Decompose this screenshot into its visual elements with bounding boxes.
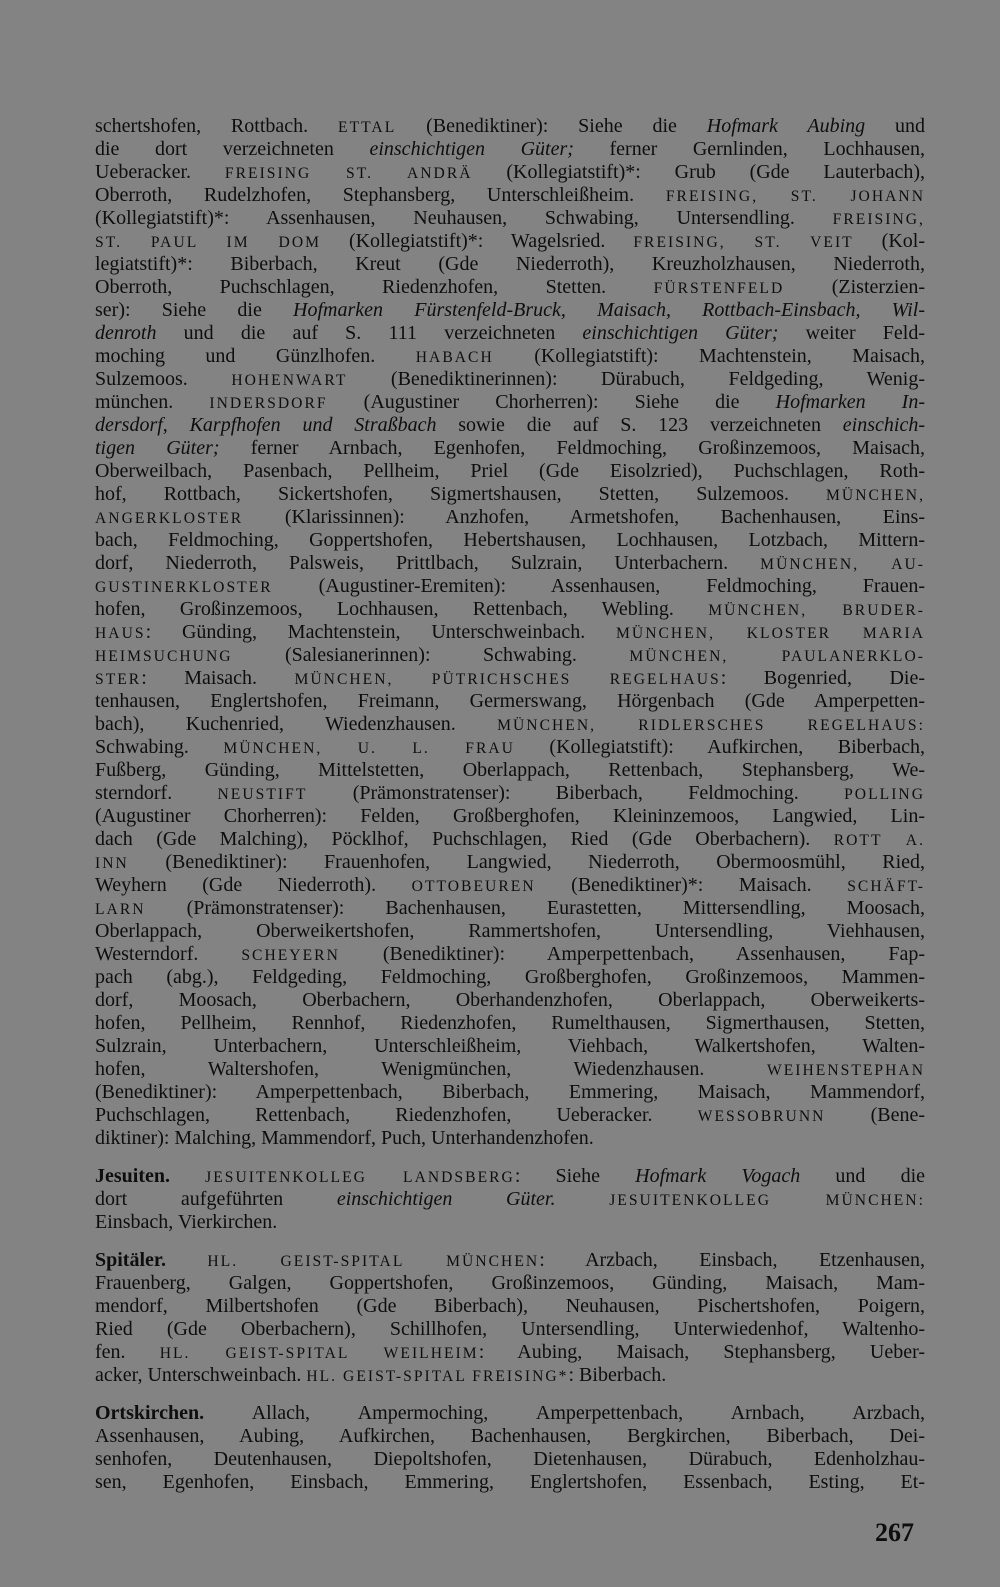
small-caps-name: GUSTINERKLOSTER (95, 579, 273, 596)
text-run: Schwabing. (95, 736, 224, 758)
text-run: : Bogenried, Die- (720, 667, 926, 689)
italic-text: tigen Güter; (95, 437, 220, 459)
small-caps-name: MÜNCHEN, KLOSTER MARIA (616, 625, 925, 642)
small-caps-name: LARN (95, 901, 146, 918)
text-run: diktiner): Malching, Mammendorf, Puch, Unterhandenzhofen. (95, 1127, 594, 1149)
text-run: (Kollegiatstift): Machtenstein, Maisach, (493, 345, 925, 367)
text-line (95, 1364, 925, 1387)
italic-text: Hofmarken Fürstenfeld-Bruck, Maisach, Rottbach-Einsbach, Wil- (293, 299, 926, 321)
text-run: hofen, Großinzemoos, Lochhausen, Rettenbach, Webling. (95, 598, 709, 620)
small-caps-name: JESUITENKOLLEG MÜNCHEN: (609, 1192, 926, 1209)
section-heading: Spitäler. (95, 1249, 166, 1271)
text-run: Sulzrain, Unterbachern, Unterschleißheim, Viehbach, Walkertshofen, Walten- (95, 1035, 925, 1057)
text-run: legiatstift)*: Biberbach, Kreut (Gde Niederroth), Kreuzholzhausen, Niederroth, (95, 253, 925, 275)
text-run: Assenhausen, Aubing, Aufkirchen, Bachenhausen, Bergkirchen, Biberbach, Dei- (95, 1425, 925, 1447)
text-run: ser): Siehe die (95, 299, 294, 321)
text-run: (Kollegiatstift)*: Wagelsried. (321, 230, 634, 252)
text-run: hofen, Pellheim, Rennhof, Riedenzhofen, Rumelthausen, Sigmerthausen, Stetten, (95, 1012, 925, 1034)
text-line (95, 943, 925, 966)
text-line (95, 897, 925, 920)
text-run: schertshofen, Rottbach. (95, 115, 339, 137)
small-caps-name: FREISING, (832, 211, 925, 228)
text-run: Frauenberg, Galgen, Goppertshofen, Großinzemoos, Günding, Maisach, Mam- (95, 1272, 925, 1294)
text-line (95, 1012, 925, 1035)
italic-text: einschich- (842, 414, 925, 436)
text-line (95, 1318, 925, 1341)
text-run: Ried (Gde Oberbachern), Schillhofen, Untersendling, Unterwiedenhof, Waltenho- (95, 1318, 925, 1340)
small-caps-name: FREISING, ST. JOHANN (665, 188, 925, 205)
text-line (95, 1058, 925, 1081)
text-line (95, 253, 925, 276)
text-run: Oberlappach, Oberweikertshofen, Rammertshofen, Untersendling, Viehhausen, (95, 920, 925, 942)
text-run: (Zisterzien- (784, 276, 926, 298)
text-line (95, 529, 925, 552)
text-run: bach), Kuchenried, Wiedenzhausen. (95, 713, 498, 735)
text-run: (Kollegiatstift): Aufkirchen, Biberbach, (514, 736, 925, 758)
small-caps-name: MÜNCHEN, AU- (760, 556, 925, 573)
italic-text: Hofmark Aubing (706, 115, 866, 137)
small-caps-name: HL. GEIST-SPITAL FREISING* (306, 1368, 569, 1385)
text-run: mendorf, Milbertshofen (Gde Biberbach), Neuhausen, Pischertshofen, Poigern, (95, 1295, 925, 1317)
small-caps-name: STER (95, 671, 142, 688)
text-run: moching und Günzlhofen. (95, 345, 416, 367)
paragraph (95, 1165, 925, 1234)
text-run: (Benediktiner): Amperpettenbach, Assenhausen, Fap- (339, 943, 925, 965)
text-run: dach (Gde Malching), Pöcklhof, Puchschlagen, Ried (Gde Oberbachern). (95, 828, 834, 850)
text-run: acker, Unterschweinbach. (95, 1364, 307, 1386)
small-caps-name: MÜNCHEN, RIDLERSCHES REGELHAUS: (497, 717, 925, 734)
italic-text: dersdorf, Karpfhofen und Straßbach (95, 414, 437, 436)
text-line (95, 391, 925, 414)
text-run: tenhausen, Englertshofen, Freimann, Germerswang, Hörgenbach (Gde Amperpetten- (95, 690, 925, 712)
small-caps-name: SCHÄFT- (847, 878, 925, 895)
section-heading: Jesuiten. (95, 1165, 170, 1187)
text-run: (Prämonstratenser): Biberbach, Feldmoching. (307, 782, 845, 804)
text-line (95, 782, 925, 805)
text-run: (Kol- (853, 230, 925, 252)
small-caps-name: HAUS (95, 625, 146, 642)
small-caps-name: HOHENWART (231, 372, 348, 389)
small-caps-name: INN (95, 855, 129, 872)
small-caps-name: ETTAL (338, 119, 397, 136)
page-number: 267 (875, 1518, 914, 1547)
text-run: dorf, Moosach, Oberbachern, Oberhandenzhofen, Oberlappach, Oberweikerts- (95, 989, 925, 1011)
text-run: (Benediktiner): Frauenhofen, Langwied, Niederroth, Obermoosmühl, Ried, (128, 851, 925, 873)
text-line (95, 1035, 925, 1058)
text-run: : Arzbach, Einsbach, Etzenhausen, (539, 1249, 926, 1271)
text-line (95, 184, 925, 207)
text-line (95, 1341, 925, 1364)
small-caps-name: HABACH (415, 349, 494, 366)
text-run: und die auf S. 111 verzeichneten (156, 322, 583, 344)
text-line (95, 1081, 925, 1104)
text-run: Fußberg, Günding, Mittelstetten, Oberlappach, Rettenbach, Stephansberg, We- (95, 759, 925, 781)
text-line (95, 1402, 925, 1425)
small-caps-name: OTTOBEUREN (411, 878, 536, 895)
text-run: Puchschlagen, Rettenbach, Riedenzhofen, Ueberacker. (95, 1104, 698, 1126)
text-line (95, 851, 925, 874)
small-caps-name: ST. PAUL IM DOM (95, 234, 322, 251)
small-caps-name: MÜNCHEN, PÜTRICHSCHES REGELHAUS (294, 671, 721, 688)
text-line (95, 161, 925, 184)
text-line (95, 1295, 925, 1318)
text-run: : Maisach. (141, 667, 295, 689)
text-run: münchen. (95, 391, 210, 413)
small-caps-name: NEUSTIFT (217, 786, 308, 803)
text-run: und die (800, 1165, 926, 1187)
text-line (95, 1272, 925, 1295)
text-run: dorf, Niederroth, Palsweis, Prittlbach, Sulzrain, Unterbachern. (95, 552, 761, 574)
text-run: (Salesianerinnen): Schwabing. (232, 644, 630, 666)
text-run: bach, Feldmoching, Goppertshofen, Hebertshausen, Lochhausen, Lotzbach, Mittern- (95, 529, 925, 551)
section-heading: Ortskirchen. (95, 1402, 205, 1424)
text-line (95, 690, 925, 713)
small-caps-name: HL. GEIST-SPITAL WEILHEIM (159, 1345, 479, 1362)
text-run (170, 1165, 205, 1187)
text-run: : Aubing, Maisach, Stephansberg, Ueber- (478, 1341, 926, 1363)
text-line (95, 460, 925, 483)
text-line (95, 345, 925, 368)
text-line (95, 299, 925, 322)
small-caps-name: WESSOBRUNN (697, 1108, 826, 1125)
text-line (95, 598, 925, 621)
small-caps-name: MÜNCHEN, U. L. FRAU (223, 740, 515, 757)
text-run: sowie die auf S. 123 verzeichneten (436, 414, 843, 436)
text-run: : Biberbach. (568, 1364, 667, 1386)
text-run: : Siehe (514, 1165, 636, 1187)
text-line (95, 874, 925, 897)
text-run: die dort verzeichneten (95, 138, 370, 160)
text-run: dort aufgeführten (95, 1188, 337, 1210)
italic-text: einschichtigen Güter. (336, 1188, 556, 1210)
text-run: hof, Rottbach, Sickertshofen, Sigmertshausen, Stetten, Sulzemoos. (95, 483, 827, 505)
text-run: Weyhern (Gde Niederroth). (95, 874, 412, 896)
small-caps-name: SCHEYERN (241, 947, 340, 964)
text-run: (Benediktiner)*: Maisach. (535, 874, 848, 896)
text-run: ferner Gernlinden, Lochhausen, (573, 138, 926, 160)
text-run (166, 1249, 207, 1271)
small-caps-name: ROTT A. (833, 832, 925, 849)
text-run: (Benediktiner): Amperpettenbach, Biberbach, Emmering, Maisach, Mammendorf, (95, 1081, 925, 1103)
text-line (95, 1127, 925, 1150)
text-line (95, 644, 925, 667)
text-line (95, 828, 925, 851)
text-run: Ueberacker. (95, 161, 225, 183)
text-line (95, 483, 925, 506)
text-run: Oberroth, Rudelzhofen, Stephansberg, Unterschleißheim. (95, 184, 666, 206)
text-run: (Augustiner-Eremiten): Assenhausen, Feldmoching, Frauen- (272, 575, 925, 597)
body-text (95, 115, 925, 1494)
text-line (95, 207, 925, 230)
text-run: fen. (95, 1341, 160, 1363)
text-line (95, 368, 925, 391)
small-caps-name: MÜNCHEN, PAULANERKLO- (629, 648, 925, 665)
text-line (95, 805, 925, 828)
small-caps-name: FÜRSTENFELD (653, 280, 785, 297)
text-line (95, 138, 925, 161)
text-line (95, 989, 925, 1012)
text-line (95, 1425, 925, 1448)
paragraph (95, 1402, 925, 1494)
small-caps-name: MÜNCHEN, (826, 487, 925, 504)
text-run: hofen, Waltershofen, Wenigmünchen, Wiedenzhausen. (95, 1058, 767, 1080)
italic-text: einschichtigen Güter; (582, 322, 779, 344)
text-line (95, 230, 925, 253)
text-line (95, 1471, 925, 1494)
text-run: sen, Egenhofen, Einsbach, Emmering, Englertshofen, Essenbach, Esting, Et- (95, 1471, 925, 1493)
text-line (95, 322, 925, 345)
text-line (95, 276, 925, 299)
small-caps-name: MÜNCHEN, BRUDER- (708, 602, 925, 619)
paragraph (95, 1249, 925, 1387)
text-line (95, 575, 925, 598)
text-run: (Benediktiner): Siehe die (396, 115, 707, 137)
text-run: : Günding, Machtenstein, Unterschweinbach. (145, 621, 617, 643)
small-caps-name: POLLING (844, 786, 925, 803)
text-run: Allach, Ampermoching, Amperpettenbach, Arnbach, Arzbach, (204, 1402, 925, 1424)
text-run: (Klarissinnen): Anzhofen, Armetshofen, Bachenhausen, Eins- (243, 506, 925, 528)
italic-text: Hofmark Vogach (635, 1165, 801, 1187)
text-run: (Benediktinerinnen): Dürabuch, Feldgeding, Wenig- (347, 368, 925, 390)
text-run: sterndorf. (95, 782, 218, 804)
small-caps-name: WEIHENSTEPHAN (766, 1062, 925, 1079)
text-run: Sulzemoos. (95, 368, 232, 390)
text-run: (Augustiner Chorherren): Siehe die (327, 391, 776, 413)
italic-text: Hofmarken In- (775, 391, 925, 413)
italic-text: einschichtigen Güter; (369, 138, 574, 160)
text-line (95, 552, 925, 575)
text-run (555, 1188, 609, 1210)
italic-text: denroth (95, 322, 157, 344)
text-line (95, 1249, 925, 1272)
text-run: (Kollegiatstift)*: Assenhausen, Neuhausen, Schwabing, Untersendling. (95, 207, 833, 229)
text-line (95, 667, 925, 690)
small-caps-name: INDERSDORF (209, 395, 328, 412)
text-run: Oberroth, Puchschlagen, Riedenzhofen, Stetten. (95, 276, 654, 298)
text-line (95, 1448, 925, 1471)
text-line (95, 437, 925, 460)
text-line (95, 414, 925, 437)
text-line (95, 1104, 925, 1127)
text-run: Einsbach, Vierkirchen. (95, 1211, 278, 1233)
text-run: (Kollegiatstift)*: Grub (Gde Lauterbach), (472, 161, 925, 183)
text-line (95, 759, 925, 782)
small-caps-name: JESUITENKOLLEG LANDSBERG (205, 1169, 515, 1186)
paragraph (95, 115, 925, 1150)
text-run: Westerndorf. (95, 943, 242, 965)
text-line (95, 736, 925, 759)
text-line (95, 1211, 925, 1234)
small-caps-name: ANGERKLOSTER (95, 510, 244, 527)
text-line (95, 621, 925, 644)
text-run: (Bene- (825, 1104, 925, 1126)
text-run: (Prämonstratenser): Bachenhausen, Eurastetten, Mittersendling, Moosach, (145, 897, 925, 919)
text-line (95, 1188, 925, 1211)
small-caps-name: HEIMSUCHUNG (95, 648, 233, 665)
text-line (95, 115, 925, 138)
text-run: und (865, 115, 926, 137)
text-line (95, 966, 925, 989)
text-run: senhofen, Deutenhausen, Diepoltshofen, Dietenhausen, Dürabuch, Edenholzhau- (95, 1448, 925, 1470)
text-run: Oberweilbach, Pasenbach, Pellheim, Priel (Gde Eisolzried), Puchschlagen, Roth- (95, 460, 925, 482)
small-caps-name: FREISING, ST. VEIT (633, 234, 854, 251)
text-run: (Augustiner Chorherren): Felden, Großberghofen, Kleininzemoos, Langwied, Lin- (95, 805, 925, 827)
text-line (95, 1165, 925, 1188)
small-caps-name: HL. GEIST-SPITAL MÜNCHEN (207, 1253, 540, 1270)
text-run: ferner Arnbach, Egenhofen, Feldmoching, Großinzemoos, Maisach, (219, 437, 925, 459)
text-line (95, 506, 925, 529)
text-line (95, 713, 925, 736)
text-run: weiter Feld- (778, 322, 926, 344)
text-line (95, 920, 925, 943)
text-run: pach (abg.), Feldgeding, Feldmoching, Großberghofen, Großinzemoos, Mammen- (95, 966, 925, 988)
small-caps-name: FREISING ST. ANDRÄ (224, 165, 473, 182)
